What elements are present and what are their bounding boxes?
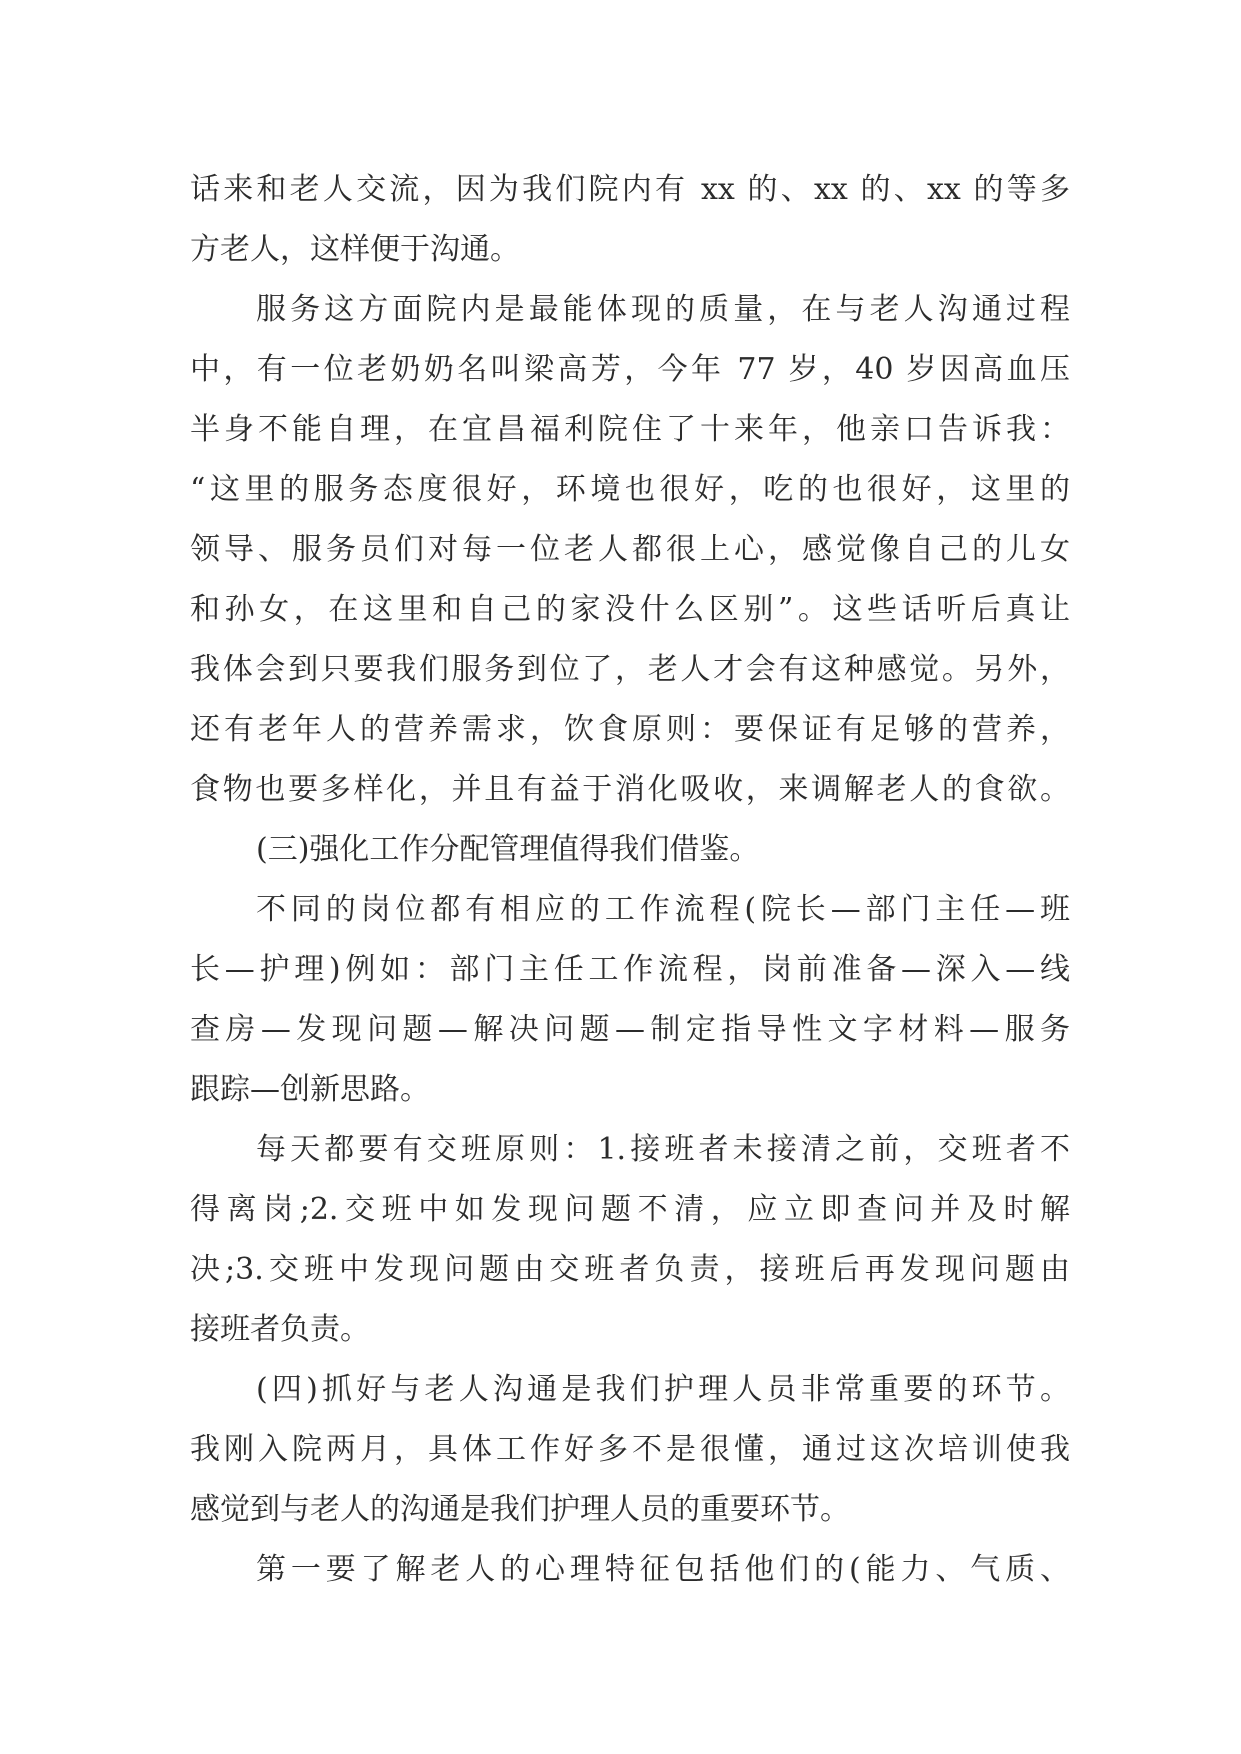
text-line: 每天都要有交班原则：1.接班者未接清之前，交班者不 xyxy=(256,1132,1070,1167)
text-line: 第一要了解老人的心理特征包括他们的(能力、气质、 xyxy=(256,1552,1070,1587)
text-line: 决;3.交班中发现问题由交班者负责，接班后再发现问题由 xyxy=(190,1252,1070,1287)
text-line: 跟踪—创新思路。 xyxy=(190,1072,430,1107)
text-line: 长—护理)例如：部门主任工作流程，岗前准备—深入—线 xyxy=(190,952,1070,987)
text-line: 话来和老人交流，因为我们院内有 xx 的、xx 的、xx 的等多 xyxy=(190,172,1070,207)
text-line: 还有老年人的营养需求，饮食原则：要保证有足够的营养， xyxy=(190,712,1070,747)
text-line: 不同的岗位都有相应的工作流程(院长—部门主任—班 xyxy=(256,892,1070,927)
section-heading: (三)强化工作分配管理值得我们借鉴。 xyxy=(256,832,760,867)
text-line: 得离岗;2.交班中如发现问题不清，应立即查问并及时解 xyxy=(190,1192,1070,1227)
text-line: 服务这方面院内是最能体现的质量，在与老人沟通过程 xyxy=(256,292,1070,327)
section-heading: (四)抓好与老人沟通是我们护理人员非常重要的环节。 xyxy=(256,1372,1070,1407)
text-line: 我刚入院两月，具体工作好多不是很懂，通过这次培训使我 xyxy=(190,1432,1070,1467)
text-line: 我体会到只要我们服务到位了，老人才会有这种感觉。另外， xyxy=(190,652,1070,687)
text-line: 查房—发现问题—解决问题—制定指导性文字材料—服务 xyxy=(190,1012,1070,1047)
text-line: 方老人，这样便于沟通。 xyxy=(190,232,520,267)
text-line: 半身不能自理，在宜昌福利院住了十来年，他亲口告诉我： xyxy=(190,412,1070,447)
text-line: “这里的服务态度很好，环境也很好，吃的也很好，这里的 xyxy=(190,472,1070,507)
text-line: 食物也要多样化，并且有益于消化吸收，来调解老人的食欲。 xyxy=(190,772,1070,807)
text-line: 感觉到与老人的沟通是我们护理人员的重要环节。 xyxy=(190,1492,850,1527)
text-line: 中，有一位老奶奶名叫梁高芳，今年 77 岁，40 岁因高血压 xyxy=(190,352,1070,387)
text-line: 领导、服务员们对每一位老人都很上心，感觉像自己的儿女 xyxy=(190,532,1070,567)
text-line: 接班者负责。 xyxy=(190,1312,370,1347)
text-line: 和孙女，在这里和自己的家没什么区别”。这些话听后真让 xyxy=(190,592,1070,627)
